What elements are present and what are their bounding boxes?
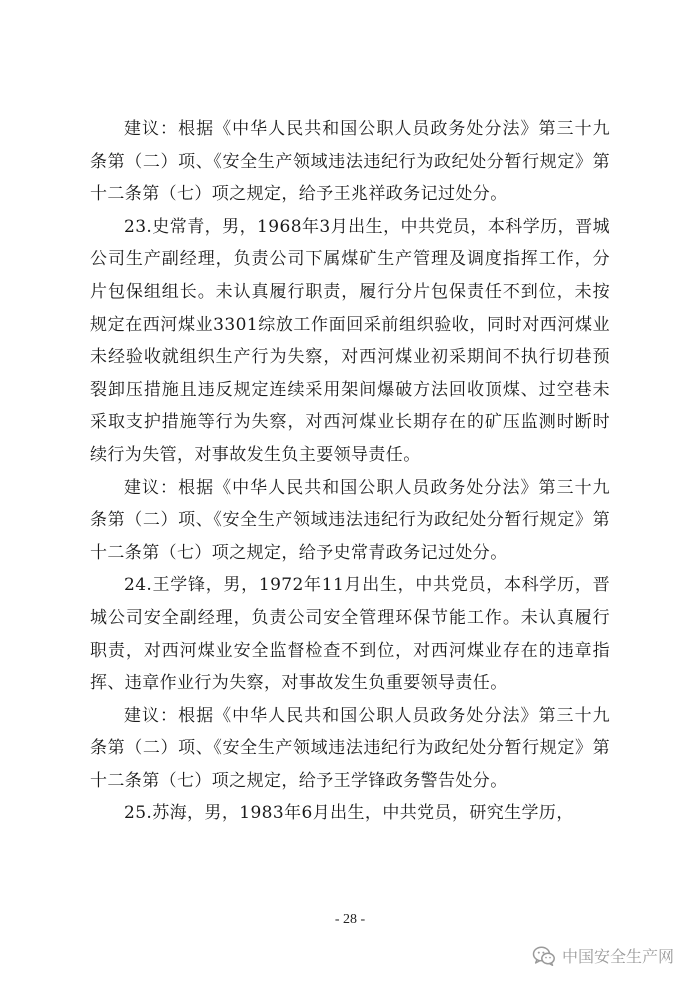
paragraph: 25.苏海，男，1983年6月出生，中共党员，研究生学历， [124,803,574,824]
document-body [90,113,610,830]
paragraph: 建议：根据《中华人民共和国公职人员政务处分法》第三十九条第（二）项、《安全生产领域违法违纪行为政纪处分暂行规定》第十二条第（七）项之规定，给予史常青政务记过处分。 [90,477,610,563]
paragraph: 23.史常青，男，1968年3月出生，中共党员，本科学历，晋城公司生产副经理，负责公司下属煤矿生产管理及调度指挥工作，分片包保组组长。未认真履行职责，履行分片包保责任不到位，未按规定在西河煤业3301综放工作面回采前组织验收，同时对西河煤业未经验收就组织生产行为失察，对西河煤业初采期间不执行切巷预裂卸压措施且违反规定连续采用架间爆破方法回收顶煤、过空巷未采取支护措施等行为失察，对西河煤业长期存在的矿压监测时断时续行为失管，对事故发生负主要领导责任。 [90,216,610,465]
wechat-icon [532,945,556,967]
watermark [532,944,674,967]
paragraph: 建议：根据《中华人民共和国公职人员政务处分法》第三十九条第（二）项、《安全生产领域违法违纪行为政纪处分暂行规定》第十二条第（七）项之规定，给予王兆祥政务记过处分。 [90,119,610,205]
watermark-text: 中国安全生产网 [561,947,674,966]
paragraph: 建议：根据《中华人民共和国公职人员政务处分法》第三十九条第（二）项、《安全生产领域违法违纪行为政纪处分暂行规定》第十二条第（七）项之规定，给予王学锋政务警告处分。 [90,705,610,791]
paragraph: 24.王学锋，男，1972年11月出生，中共党员，本科学历，晋城公司安全副经理，负责公司安全管理环保节能工作。未认真履行职责，对西河煤业安全监督检查不到位，对西河煤业存在的违章指挥、违章作业行为失察，对事故发生负重要领导责任。 [90,575,610,694]
page-number: - 28 - [334,912,366,927]
